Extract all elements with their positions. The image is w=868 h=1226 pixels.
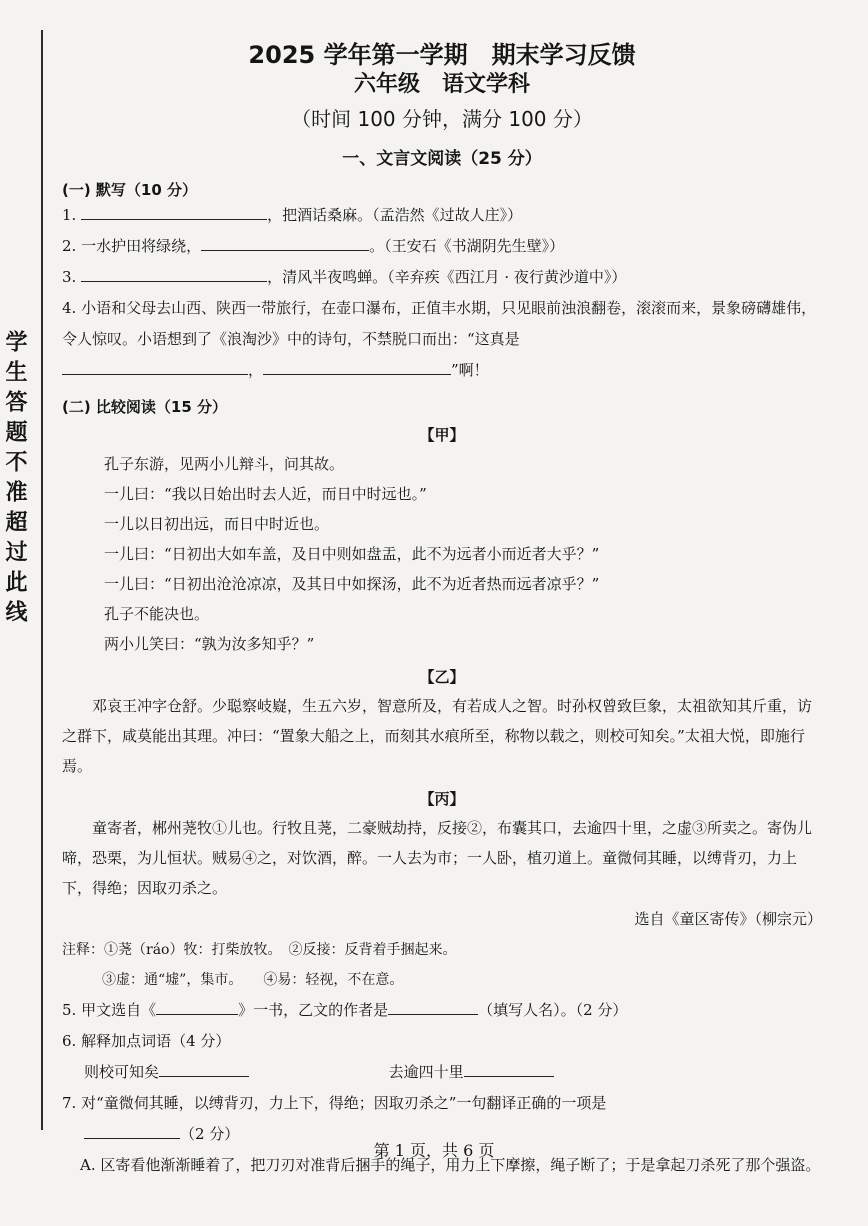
answer-blank-3[interactable] [81, 263, 267, 282]
answer-blank-5b[interactable] [388, 996, 478, 1015]
answer-blank-5a[interactable] [156, 996, 238, 1015]
text-yi-label: 【乙】 [419, 668, 465, 686]
exam-subtitle: 六年级 语文学科 [353, 72, 530, 97]
answer-blank-4a[interactable] [62, 356, 248, 375]
text-jia-line: 一儿曰：“我以日始出时去人近，而日中时远也。” [104, 485, 427, 503]
question-1: 1. ，把酒话桑麻。（孟浩然《过故人庄》） [62, 200, 822, 231]
text-bing: 童寄者，郴州荛牧①儿也。行牧且荛，二豪贼劫持，反接②，布囊其口，去逾四十里，之虚③所卖之。寄伪儿啼，恐栗，为儿恒状。贼易④之，对饮酒，醉。一人去为市；一人卧，植刃道上。童微伺其睡，以缚背刃，力上下，得绝；因取刃杀之。 [62, 819, 813, 897]
section-title: 一、文言文阅读（25 分） [342, 149, 542, 169]
text-jia [62, 449, 822, 659]
question-4: 4. 小语和父母去山西、陕西一带旅行，在壶口瀑布，正值丰水期，只见眼前浊浪翻卷，滚滚而来，景象磅礴雄伟，令人惊叹。小语想到了《浪淘沙》中的诗句，不禁脱口而出：“这真是 ， ”啊！ [62, 299, 817, 379]
part1-title: (一) 默写（10 分） [62, 181, 198, 199]
text-jia-line: 两小儿笑曰：“孰为汝多知乎？” [104, 635, 315, 653]
answer-blank-2[interactable] [201, 232, 369, 251]
exam-page [62, 40, 822, 1181]
question-3: 3. ，清风半夜鸣蝉。（辛弃疾《西江月 · 夜行黄沙道中》） [62, 262, 822, 293]
text-bing-source: 选自《童区寄传》（柳宗元） [634, 910, 822, 928]
page-footer: 第 1 页，共 6 页 [373, 1141, 495, 1160]
question-6-items: 则校可知矣 去逾四十里 [62, 1057, 822, 1088]
margin-notice: 学生答题不准超过此线 [2, 330, 28, 630]
text-jia-line: 孔子不能决也。 [104, 605, 210, 623]
text-jia-line: 一儿曰：“日初出沧沧凉凉，及其日中如探汤，此不为近者热而远者凉乎？” [104, 575, 600, 593]
answer-blank-7[interactable] [84, 1120, 180, 1139]
question-7: 7. 对“童微伺其睡，以缚背刃，力上下，得绝；因取刃杀之”一句翻译正确的一项是 （2 分） [62, 1094, 607, 1143]
answer-blank-6b[interactable] [464, 1058, 554, 1077]
text-jia-line: 一儿以日初出远，而日中时近也。 [104, 515, 330, 533]
text-jia-line: 孔子东游，见两小儿辩斗，问其故。 [104, 455, 345, 473]
answer-blank-4b[interactable] [263, 356, 451, 375]
annotation-line-1: 注释：①荛（ráo）牧：打柴放牧。 ②反接：反背着手捆起来。 [62, 942, 457, 958]
question-2: 2. 一水护田将绿绕， 。（王安石《书湖阴先生壁》） [62, 231, 822, 262]
question-6: 6. 解释加点词语（4 分） [62, 1032, 231, 1050]
text-jia-label: 【甲】 [419, 426, 465, 444]
part2-title: (二) 比较阅读（15 分） [62, 398, 228, 416]
text-bing-label: 【丙】 [419, 790, 465, 808]
text-yi: 邓哀王冲字仓舒。少聪察岐嶷，生五六岁，智意所及，有若成人之智。时孙权曾致巨象，太祖欲知其斤重，访之群下，咸莫能出其理。冲曰：“置象大船之上，而刻其水痕所至，称物以载之，则校可知矣。”太祖大悦，即施行焉。 [62, 697, 813, 775]
question-7-option-a: A. 区寄看他渐渐睡着了，把刀刃对准背后捆手的绳子，用力上下摩擦，绳子断了；于是拿起刀杀死了那个强盗。 [80, 1156, 821, 1174]
answer-blank-6a[interactable] [159, 1058, 249, 1077]
text-jia-line: 一儿曰：“日初出大如车盖，及日中则如盘盂，此不为远者小而近者大乎？” [104, 545, 600, 563]
answer-blank-1[interactable] [81, 201, 267, 220]
time-note: （时间 100 分钟，满分 100 分） [291, 107, 593, 131]
exam-title: 2025 学年第一学期 期末学习反馈 [248, 41, 636, 69]
binding-margin-line [41, 30, 43, 1130]
annotation-line-2: ③虚：通“墟”，集市。 ④易：轻视，不在意。 [102, 972, 404, 988]
question-5: 5. 甲文选自《 》一书，乙文的作者是 （填写人名）。（2 分） [62, 995, 822, 1026]
